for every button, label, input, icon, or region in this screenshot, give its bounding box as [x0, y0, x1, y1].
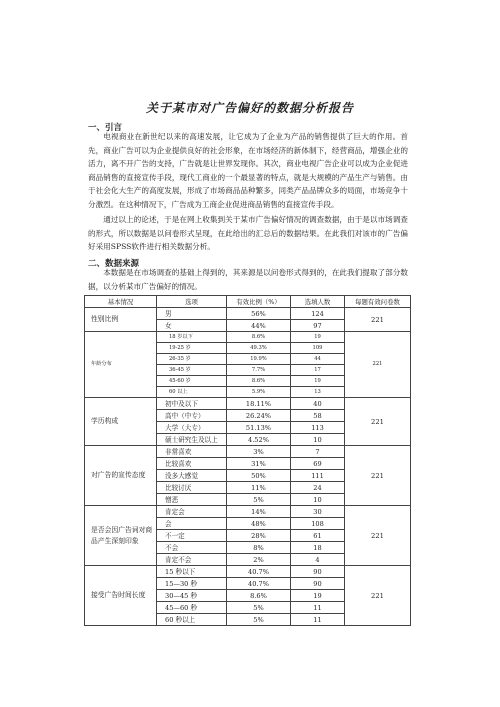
intro-paragraph-1: 电视商业在新世纪以来的高速发展，让它成为了企业为产品的销售提供了巨大的作用。首先，商业广告可以为企业提供良好的社会形象，在市场经济的新体制下，经营商品，增强企业的活力，离不开广告的支持，广告就是让世界发现你。其次，商业电视广告企业可以成为企业促进商品销售的直接宣传手段，现代工商业的一个最显著的特点，就是大规模的产品生产与销售。由于社会化大生产的高度发展，形成了市场商品品种繁多，同类产品品牌众多的局面，市场竞争十分激烈。在这种情况下，广告成为工商企业促进商品销售的直接宣传手段。: [88, 132, 408, 209]
table-row: [85, 506, 411, 518]
count-cell: 18: [291, 542, 345, 554]
count-cell: 10: [291, 494, 345, 506]
count-cell: 13: [291, 387, 345, 398]
percent-cell: 44%: [227, 320, 291, 332]
category-cell: 年龄分布: [85, 332, 157, 398]
category-cell: 接受广告时间长度: [85, 566, 157, 626]
percent-cell: 18.11%: [227, 398, 291, 410]
count-cell: 7: [291, 446, 345, 458]
option-cell: 憎恶: [157, 494, 227, 506]
percent-cell: 8.6%: [227, 376, 291, 387]
percent-cell: 26.24%: [227, 410, 291, 422]
percent-cell: 5.9%: [227, 387, 291, 398]
category-cell: 对广告的宣传态度: [85, 446, 157, 506]
percent-cell: 2%: [227, 554, 291, 566]
table-row: [85, 446, 411, 458]
option-cell: 60 秒以上: [157, 614, 227, 626]
percent-cell: 8.6%: [227, 332, 291, 343]
percent-cell: 31%: [227, 458, 291, 470]
count-cell: 124: [291, 308, 345, 320]
count-cell: 61: [291, 530, 345, 542]
percent-cell: 4.52%: [227, 434, 291, 446]
count-cell: 4: [291, 554, 345, 566]
option-cell: 肯定不会: [157, 554, 227, 566]
percent-cell: 48%: [227, 518, 291, 530]
table-row: [85, 308, 411, 320]
percent-cell: 5%: [227, 614, 291, 626]
count-cell: 113: [291, 422, 345, 434]
total-cell: 221: [345, 308, 411, 332]
count-cell: 90: [291, 578, 345, 590]
percent-cell: 5%: [227, 494, 291, 506]
option-cell: 初中及以下: [157, 398, 227, 410]
count-cell: 44: [291, 354, 345, 365]
count-cell: 11: [291, 614, 345, 626]
option-cell: 会: [157, 518, 227, 530]
total-cell: 221: [345, 332, 411, 398]
option-cell: 不一定: [157, 530, 227, 542]
percent-cell: 8.6%: [227, 590, 291, 602]
option-cell: 19-25 岁: [157, 343, 227, 354]
section-heading-intro: 一、引言: [88, 123, 123, 133]
option-cell: 女: [157, 320, 227, 332]
percent-cell: 5%: [227, 602, 291, 614]
table-row: [85, 332, 411, 343]
count-cell: 58: [291, 410, 345, 422]
total-cell: 221: [345, 446, 411, 506]
percent-cell: 40.7%: [227, 578, 291, 590]
option-cell: 硕士研究生及以上: [157, 434, 227, 446]
option-cell: 45—60 秒: [157, 602, 227, 614]
option-cell: 15 秒以下: [157, 566, 227, 578]
option-cell: 15—30 秒: [157, 578, 227, 590]
table-row: [85, 398, 411, 410]
header-basic-info: 基本情况: [85, 296, 157, 308]
count-cell: 90: [291, 566, 345, 578]
percent-cell: 3%: [227, 446, 291, 458]
percent-cell: 40.7%: [227, 566, 291, 578]
report-title: 关于某市对广告偏好的数据分析报告: [145, 101, 354, 115]
option-cell: 26-35 岁: [157, 354, 227, 365]
category-cell: 是否会因广告词对商品产生深刻印象: [85, 506, 157, 566]
count-cell: 19: [291, 332, 345, 343]
option-cell: 比较讨厌: [157, 482, 227, 494]
table-row: [85, 566, 411, 578]
data-source-paragraph: 本数据是在市场调查的基础上得到的，其来源是以问卷形式得到的，在此我们提取了部分数据，以分析某市广告偏好的情况。: [88, 268, 408, 291]
header-option: 选项: [157, 296, 227, 308]
option-cell: 非常喜欢: [157, 446, 227, 458]
intro-paragraph-2: 通过以上的论述，于是在网上收集到关于某市广告偏好情况的调查数据，由于是以市场调查的形式，所以数据是以问卷形式呈现，在此给出的汇总后的数据结果。在此我们对该市的广告偏好采用SPSS软件进行相关数据分析。: [88, 215, 408, 252]
header-respondents: 选填人数: [291, 296, 345, 308]
percent-cell: 8%: [227, 542, 291, 554]
survey-table: [84, 295, 411, 626]
option-cell: 没多大感觉: [157, 470, 227, 482]
header-valid-ratio: 有效比例（%）: [227, 296, 291, 308]
table-header-row: [85, 296, 411, 308]
option-cell: 大学（大专）: [157, 422, 227, 434]
total-cell: 221: [345, 506, 411, 566]
category-cell: 性别比例: [85, 308, 157, 332]
count-cell: 19: [291, 590, 345, 602]
count-cell: 111: [291, 470, 345, 482]
count-cell: 108: [291, 518, 345, 530]
percent-cell: 50%: [227, 470, 291, 482]
percent-cell: 51.13%: [227, 422, 291, 434]
option-cell: 30—45 秒: [157, 590, 227, 602]
option-cell: 比较喜欢: [157, 458, 227, 470]
percent-cell: 14%: [227, 506, 291, 518]
header-valid-questionnaires: 每题有效问卷数: [345, 296, 411, 308]
category-cell: 学历构成: [85, 398, 157, 446]
count-cell: 69: [291, 458, 345, 470]
option-cell: 高中（中专）: [157, 410, 227, 422]
count-cell: 17: [291, 365, 345, 376]
percent-cell: 7.7%: [227, 365, 291, 376]
option-cell: 肯定会: [157, 506, 227, 518]
option-cell: 18 岁以下: [157, 332, 227, 343]
section-heading-data-source: 二、数据来源: [88, 259, 140, 269]
percent-cell: 56%: [227, 308, 291, 320]
count-cell: 40: [291, 398, 345, 410]
option-cell: 45-60 岁: [157, 376, 227, 387]
count-cell: 97: [291, 320, 345, 332]
count-cell: 109: [291, 343, 345, 354]
percent-cell: 11%: [227, 482, 291, 494]
percent-cell: 19.9%: [227, 354, 291, 365]
count-cell: 30: [291, 506, 345, 518]
total-cell: 221: [345, 566, 411, 626]
count-cell: 24: [291, 482, 345, 494]
option-cell: 男: [157, 308, 227, 320]
count-cell: 10: [291, 434, 345, 446]
count-cell: 11: [291, 602, 345, 614]
percent-cell: 28%: [227, 530, 291, 542]
count-cell: 19: [291, 376, 345, 387]
total-cell: 221: [345, 398, 411, 446]
percent-cell: 49.3%: [227, 343, 291, 354]
option-cell: 不会: [157, 542, 227, 554]
option-cell: 60 以上: [157, 387, 227, 398]
option-cell: 36-45 岁: [157, 365, 227, 376]
